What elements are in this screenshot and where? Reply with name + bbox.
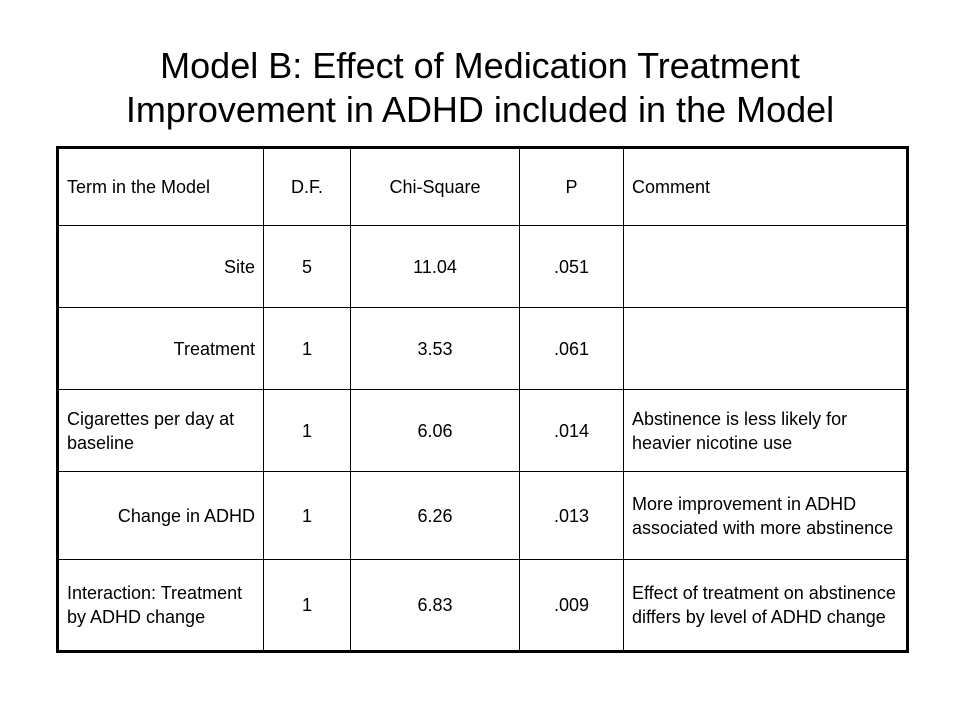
table-row xyxy=(58,560,908,652)
row-df: 5 xyxy=(264,226,351,308)
slide-title xyxy=(0,44,960,132)
table-row xyxy=(58,308,908,390)
row-df: 1 xyxy=(264,308,351,390)
header-chi-square: Chi-Square xyxy=(351,148,520,226)
row-chi-square: 6.06 xyxy=(351,390,520,472)
row-df: 1 xyxy=(264,390,351,472)
header-term: Term in the Model xyxy=(58,148,264,226)
row-p: .051 xyxy=(520,226,624,308)
row-chi-square: 6.83 xyxy=(351,560,520,652)
row-p: .061 xyxy=(520,308,624,390)
results-table xyxy=(56,146,909,653)
slide-title-line-1: Model B: Effect of Medication Treatment xyxy=(160,45,800,86)
row-chi-square: 11.04 xyxy=(351,226,520,308)
row-p: .014 xyxy=(520,390,624,472)
row-df: 1 xyxy=(264,560,351,652)
row-chi-square: 6.26 xyxy=(351,472,520,560)
row-term: Change in ADHD xyxy=(58,472,264,560)
header-df: D.F. xyxy=(264,148,351,226)
row-comment: Abstinence is less likely for heavier nicotine use xyxy=(624,390,908,472)
row-p: .009 xyxy=(520,560,624,652)
row-term: Treatment xyxy=(58,308,264,390)
row-chi-square: 3.53 xyxy=(351,308,520,390)
row-comment: Effect of treatment on abstinence differs by level of ADHD change xyxy=(624,560,908,652)
header-comment: Comment xyxy=(624,148,908,226)
table-row xyxy=(58,472,908,560)
row-comment xyxy=(624,308,908,390)
table-row xyxy=(58,226,908,308)
row-df: 1 xyxy=(264,472,351,560)
row-term: Site xyxy=(58,226,264,308)
row-term: Interaction: Treatment by ADHD change xyxy=(58,560,264,652)
row-p: .013 xyxy=(520,472,624,560)
row-comment xyxy=(624,226,908,308)
row-comment: More improvement in ADHD associated with more abstinence xyxy=(624,472,908,560)
slide-title-line-2: Improvement in ADHD included in the Model xyxy=(125,89,835,130)
table-row xyxy=(58,390,908,472)
row-term: Cigarettes per day at baseline xyxy=(58,390,264,472)
table-header-row xyxy=(58,148,908,226)
header-p: P xyxy=(520,148,624,226)
